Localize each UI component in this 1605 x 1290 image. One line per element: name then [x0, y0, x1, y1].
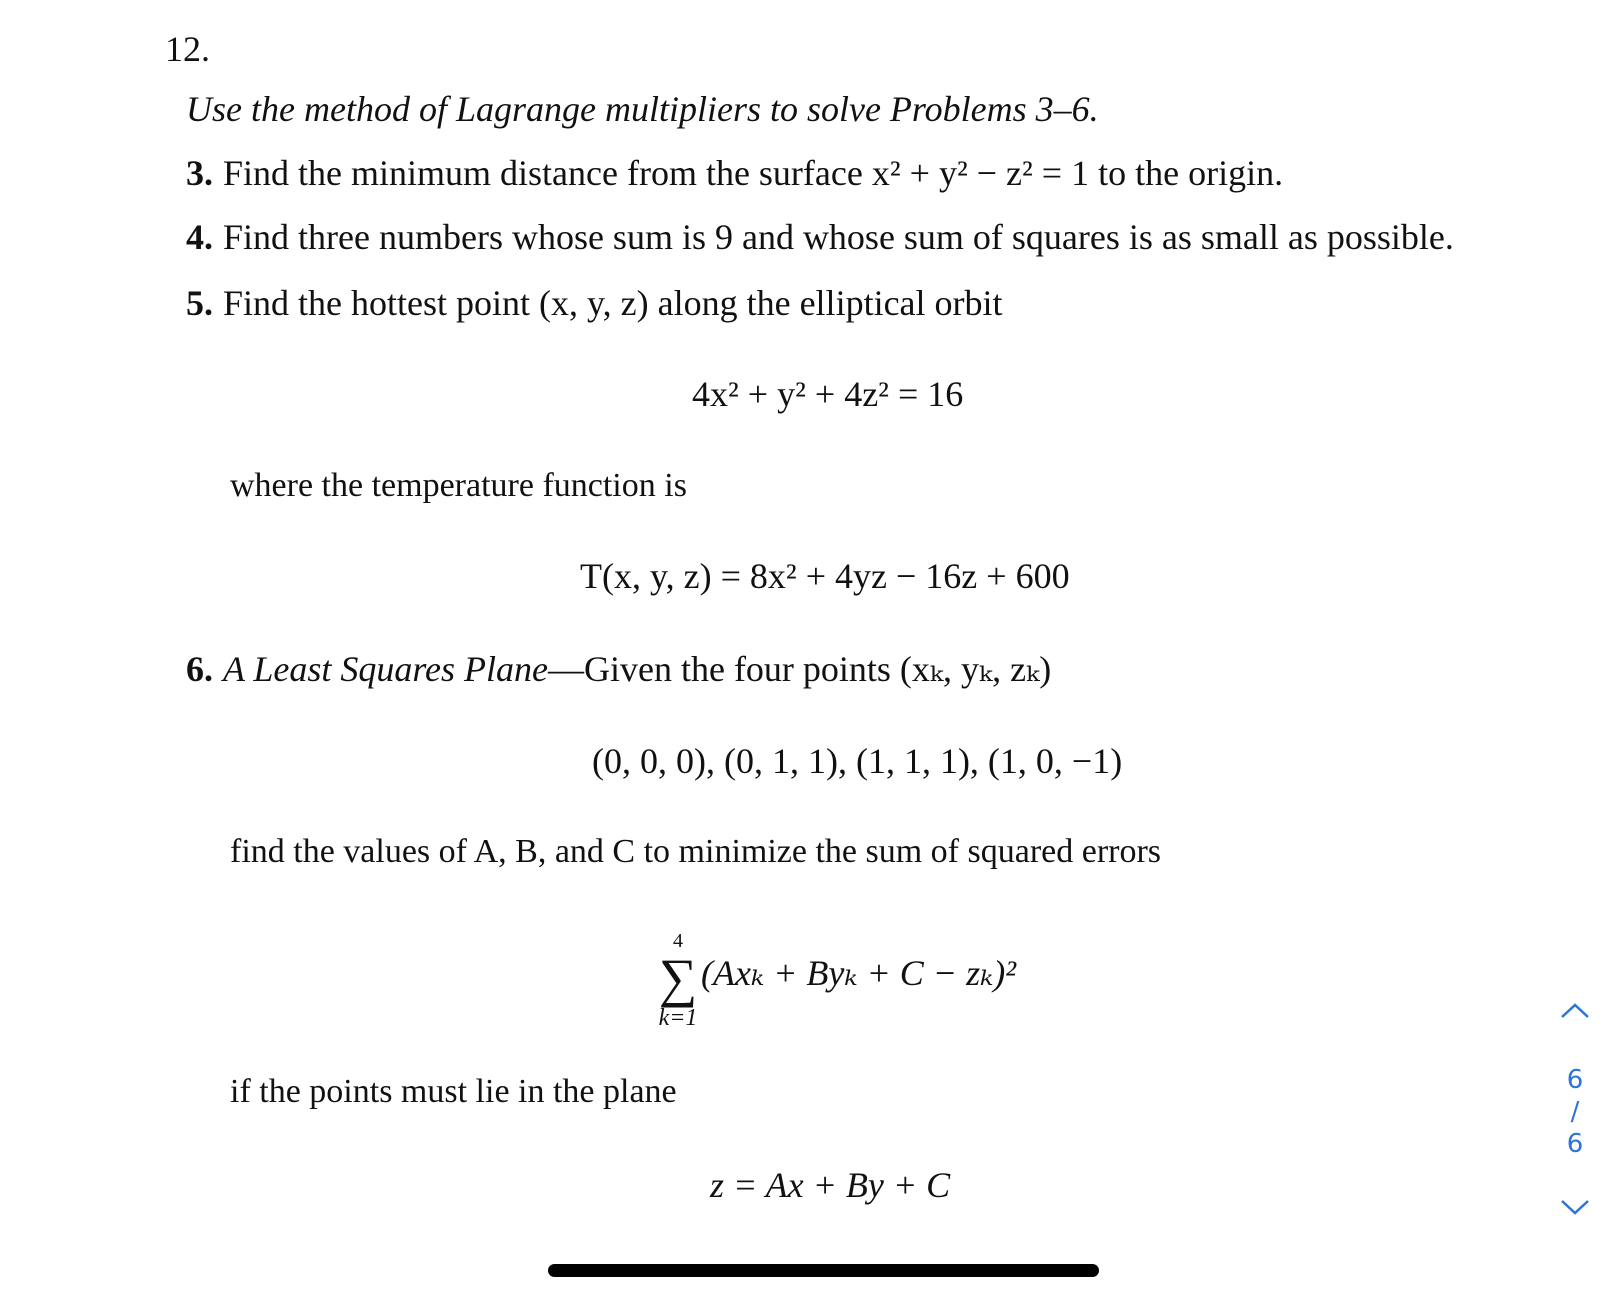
current-page: 6	[1566, 1065, 1584, 1095]
sum-lower-limit: k=1	[658, 1005, 698, 1031]
chevron-up-icon	[1558, 1000, 1592, 1020]
problem-3-text: Find the minimum distance from the surface x² + y² − z² = 1 to the origin.	[223, 153, 1284, 193]
problem-4	[186, 216, 1454, 258]
summation-symbol-group	[653, 930, 703, 1032]
problem-5-number: 5.	[186, 283, 213, 323]
problem-6-text: —Given the four points (xₖ, yₖ, zₖ)	[547, 649, 1052, 689]
problem-6-number: 6.	[186, 649, 213, 689]
orbit-equation: 4x² + y² + 4z² = 16	[692, 374, 964, 414]
sigma-symbol: ∑	[658, 948, 698, 1008]
page-indicator	[1545, 1064, 1605, 1160]
instructions: Use the method of Lagrange multipliers to solve Problems 3–6.	[186, 89, 1099, 129]
plane-equation: z = Ax + By + C	[710, 1165, 951, 1205]
plane-intro: if the points must lie in the plane	[230, 1073, 677, 1110]
points-list: (0, 0, 0), (0, 1, 1), (1, 1, 1), (1, 0, −1)	[592, 741, 1123, 781]
chevron-down-icon	[1558, 1198, 1592, 1218]
page-down-button[interactable]	[1545, 1198, 1605, 1222]
temperature-equation: T(x, y, z) = 8x² + 4yz − 16z + 600	[580, 556, 1070, 596]
sum-expression: (Axₖ + Byₖ + C − zₖ)²	[701, 953, 1016, 993]
total-pages: 6	[1566, 1129, 1584, 1159]
problem-3-number: 3.	[186, 153, 213, 193]
page-separator: /	[1570, 1097, 1580, 1127]
problem-5	[186, 282, 1003, 324]
problem-3	[186, 152, 1283, 194]
problem-number: 12.	[165, 29, 210, 69]
sum-upper-limit: 4	[673, 930, 683, 952]
problem-6-title: A Least Squares Plane	[223, 649, 548, 689]
problem-6	[186, 648, 1051, 690]
problem-4-text: Find three numbers whose sum is 9 and whose sum of squares is as small as possible.	[223, 217, 1454, 257]
find-values-text: find the values of A, B, and C to minimize the sum of squared errors	[230, 833, 1162, 870]
page-up-button[interactable]	[1545, 1000, 1605, 1024]
temperature-intro: where the temperature function is	[230, 467, 687, 504]
problem-4-number: 4.	[186, 217, 213, 257]
home-indicator-bar[interactable]	[548, 1264, 1099, 1277]
problem-5-text: Find the hottest point (x, y, z) along the elliptical orbit	[223, 283, 1003, 323]
